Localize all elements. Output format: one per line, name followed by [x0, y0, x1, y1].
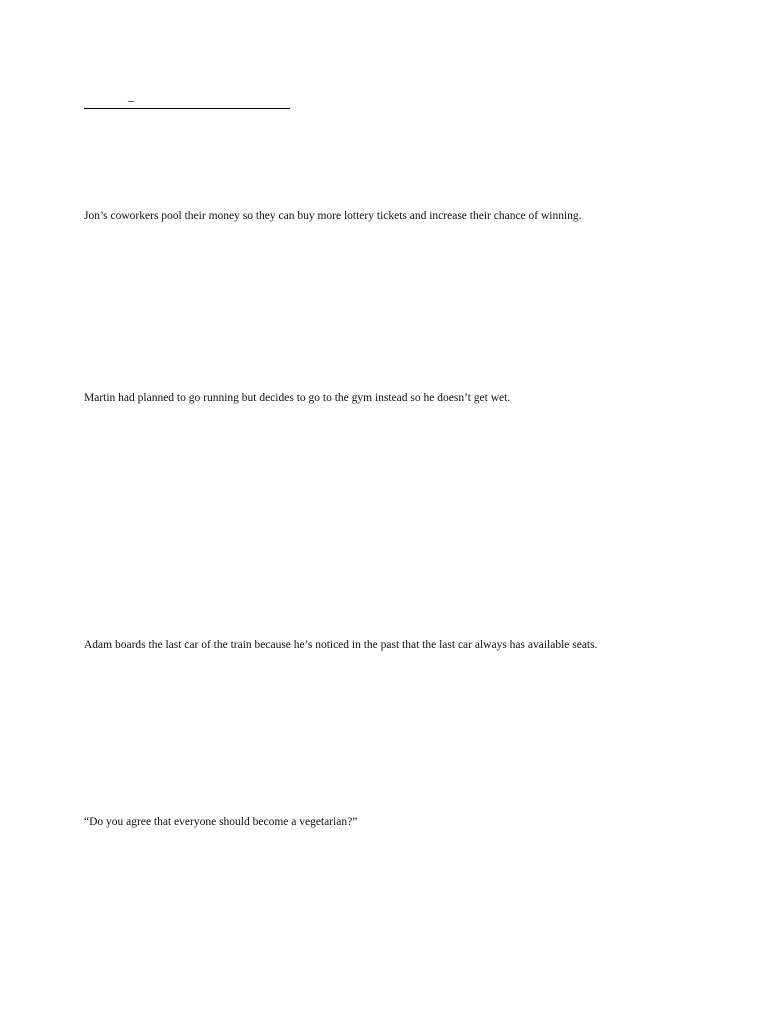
header-mark: _ [128, 89, 134, 103]
prompt-sentence-4: “Do you agree that everyone should become a vegetarian?” [84, 816, 358, 828]
prompt-sentence-2: Martin had planned to go running but decides to go to the gym instead so he doesn’t get wet. [84, 392, 511, 404]
name-blank-line [84, 108, 290, 109]
prompt-sentence-1: Jon’s coworkers pool their money so they can buy more lottery tickets and increase their chance of winning. [84, 210, 582, 222]
prompt-sentence-3: Adam boards the last car of the train because he’s noticed in the past that the last car always has available seats. [84, 639, 598, 651]
